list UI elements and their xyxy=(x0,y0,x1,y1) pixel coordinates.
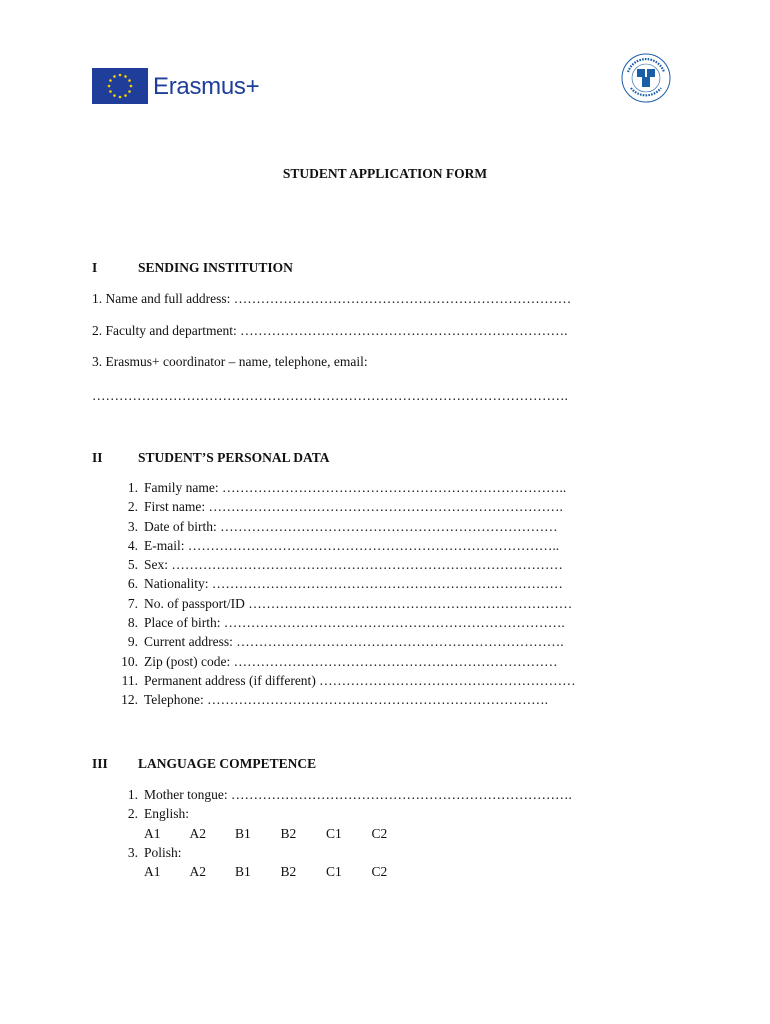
eu-star-icon xyxy=(124,75,127,78)
list-item[interactable]: 7. No. of passport/ID ……………………………………………………………… xyxy=(127,595,573,611)
list-item[interactable]: 5. Sex: …………………………………………………………………………… xyxy=(127,557,563,573)
list-item[interactable]: 1. Mother tongue: …………………………………………………………………. xyxy=(127,787,572,802)
list-item[interactable]: 3. Date of birth: ………………………………………………………………… xyxy=(127,518,558,534)
eu-star-icon xyxy=(113,94,116,97)
university-seal-icon xyxy=(620,52,672,104)
level-option-a2[interactable]: A2 xyxy=(189,825,206,841)
coordinator-label: 3. Erasmus+ coordinator – name, telephone, email: xyxy=(92,354,368,369)
level-option-a1[interactable]: A1 xyxy=(144,864,161,880)
level-option-a1[interactable]: A1 xyxy=(144,825,161,841)
list-item: 2. English: xyxy=(127,806,190,822)
eu-star-icon xyxy=(109,79,112,82)
language-list xyxy=(108,787,572,883)
eu-star-icon xyxy=(128,90,131,93)
section-3-number: III xyxy=(92,756,108,771)
list-item[interactable]: 12. Telephone: …………………………………………………………………. xyxy=(121,692,549,708)
name-address-field[interactable]: 1. Name and full address: ………………………………………………………………… xyxy=(92,291,572,306)
level-option-c1[interactable]: C1 xyxy=(326,825,342,841)
coordinator-field[interactable]: ……………………………………………………………………………………………. xyxy=(92,388,568,403)
english-levels xyxy=(108,826,572,845)
polish-levels xyxy=(108,864,572,883)
level-option-b2[interactable]: B2 xyxy=(280,864,297,880)
level-option-b1[interactable]: B1 xyxy=(235,864,251,880)
list-item[interactable]: 2. First name: ……………………………………………………………………. xyxy=(127,499,563,515)
level-option-c2[interactable]: C2 xyxy=(371,825,388,841)
list-item: 3. Polish: xyxy=(127,844,182,860)
list-item[interactable]: 1. Family name: ………………………………………………………………….. xyxy=(127,480,567,495)
section-1-heading: SENDING INSTITUTION xyxy=(138,260,293,275)
section-2-number: II xyxy=(92,450,103,465)
section-1-number: I xyxy=(92,260,98,275)
level-option-c1[interactable]: C1 xyxy=(326,864,342,880)
list-item[interactable]: 8. Place of birth: …………………………………………………………………. xyxy=(127,615,565,631)
eu-star-icon xyxy=(108,85,111,88)
eu-star-icon xyxy=(128,79,131,82)
document-title: STUDENT APPLICATION FORM xyxy=(282,166,488,181)
erasmus-logo xyxy=(92,68,282,104)
eu-star-icon xyxy=(119,74,122,77)
erasmus-wordmark: Erasmus+ xyxy=(153,73,260,100)
list-item[interactable]: 11. Permanent address (if different) ………………………………………………… xyxy=(121,672,576,688)
eu-star-icon xyxy=(109,90,112,93)
section-2-heading: STUDENT’S PERSONAL DATA xyxy=(138,450,330,465)
section-3-heading: LANGUAGE COMPETENCE xyxy=(138,756,317,771)
faculty-department-field[interactable]: 2. Faculty and department: ………………………………………………………………. xyxy=(92,323,568,338)
level-option-a2[interactable]: A2 xyxy=(189,864,206,880)
eu-star-icon xyxy=(113,75,116,78)
eu-flag-icon xyxy=(92,68,148,104)
level-option-c2[interactable]: C2 xyxy=(371,864,388,880)
list-item[interactable]: 9. Current address: ………………………………………………………………. xyxy=(127,634,564,650)
level-option-b1[interactable]: B1 xyxy=(235,825,251,841)
eu-star-icon xyxy=(119,96,122,99)
level-option-b2[interactable]: B2 xyxy=(280,825,297,841)
list-item[interactable]: 4. E-mail: ……………………………………………………………………….. xyxy=(127,537,560,553)
eu-star-icon xyxy=(124,94,127,97)
eu-star-icon xyxy=(130,85,133,88)
list-item[interactable]: 10. Zip (post) code: ……………………………………………………………… xyxy=(121,653,558,669)
list-item[interactable]: 6. Nationality: …………………………………………………………………… xyxy=(127,576,563,592)
personal-data-list xyxy=(108,480,576,712)
